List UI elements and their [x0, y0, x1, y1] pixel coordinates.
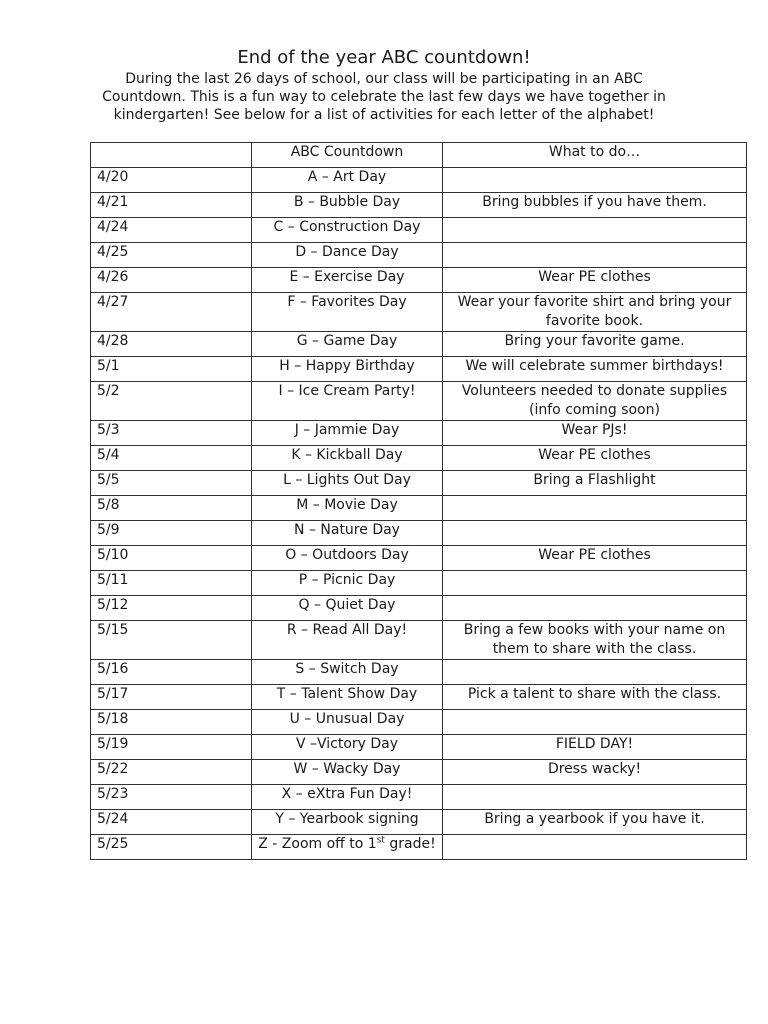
row-day: N – Nature Day — [252, 521, 443, 546]
row-todo: Wear PJs! — [443, 421, 747, 446]
row-day: O – Outdoors Day — [252, 546, 443, 571]
row-day: I – Ice Cream Party! — [252, 382, 443, 421]
row-date: 5/12 — [91, 596, 252, 621]
row-todo — [443, 785, 747, 810]
row-date: 4/27 — [91, 293, 252, 332]
table-row — [91, 760, 747, 785]
table-row — [91, 835, 747, 860]
row-date: 5/23 — [91, 785, 252, 810]
row-todo: Bring bubbles if you have them. — [443, 193, 747, 218]
table-row — [91, 382, 747, 421]
table-row — [91, 357, 747, 382]
row-todo — [443, 496, 747, 521]
row-todo — [443, 835, 747, 860]
row-day-text-end: grade! — [384, 836, 436, 852]
row-day: L – Lights Out Day — [252, 471, 443, 496]
row-date: 5/25 — [91, 835, 252, 860]
row-day: P – Picnic Day — [252, 571, 443, 596]
row-day: Q – Quiet Day — [252, 596, 443, 621]
row-day: H – Happy Birthday — [252, 357, 443, 382]
row-day: K – Kickball Day — [252, 446, 443, 471]
table-row — [91, 621, 747, 660]
table-row — [91, 446, 747, 471]
row-day: G – Game Day — [252, 332, 443, 357]
row-todo — [443, 596, 747, 621]
row-date: 5/22 — [91, 760, 252, 785]
row-day-text: Z - Zoom off to 1 — [258, 836, 377, 852]
table-row — [91, 546, 747, 571]
table-row — [91, 293, 747, 332]
row-todo: We will celebrate summer birthdays! — [443, 357, 747, 382]
row-todo — [443, 243, 747, 268]
row-date: 4/21 — [91, 193, 252, 218]
row-date: 5/11 — [91, 571, 252, 596]
row-todo — [443, 168, 747, 193]
row-date: 4/24 — [91, 218, 252, 243]
table-row — [91, 660, 747, 685]
table-row — [91, 243, 747, 268]
row-todo — [443, 710, 747, 735]
table-row — [91, 193, 747, 218]
row-day: J – Jammie Day — [252, 421, 443, 446]
table-row — [91, 218, 747, 243]
table-row — [91, 596, 747, 621]
row-todo: Wear your favorite shirt and bring your favorite book. — [443, 293, 747, 332]
row-todo — [443, 521, 747, 546]
header-what-to-do: What to do… — [443, 143, 747, 168]
table-row — [91, 421, 747, 446]
row-date: 4/20 — [91, 168, 252, 193]
table-header-row — [91, 143, 747, 168]
row-todo: Bring your favorite game. — [443, 332, 747, 357]
row-todo: Pick a talent to share with the class. — [443, 685, 747, 710]
row-day: S – Switch Day — [252, 660, 443, 685]
row-day: M – Movie Day — [252, 496, 443, 521]
row-date: 5/16 — [91, 660, 252, 685]
table-row — [91, 268, 747, 293]
row-day: W – Wacky Day — [252, 760, 443, 785]
row-date: 5/3 — [91, 421, 252, 446]
table-row — [91, 785, 747, 810]
row-todo: Bring a yearbook if you have it. — [443, 810, 747, 835]
row-date: 5/19 — [91, 735, 252, 760]
row-day: F – Favorites Day — [252, 293, 443, 332]
row-day: X – eXtra Fun Day! — [252, 785, 443, 810]
document-title: End of the year ABC countdown! — [237, 47, 531, 68]
header-abc-countdown: ABC Countdown — [252, 143, 443, 168]
row-day: A – Art Day — [252, 168, 443, 193]
ordinal-suffix: st — [376, 835, 385, 846]
intro-paragraph: During the last 26 days of school, our class will be participating in an ABC Countdown. This is a fun way to celebrate the last few days we have together in kindergarten! See below for a list of activities for each letter of the alphabet! — [102, 71, 666, 123]
row-date: 5/9 — [91, 521, 252, 546]
row-date: 4/26 — [91, 268, 252, 293]
row-todo: Wear PE clothes — [443, 546, 747, 571]
table-row — [91, 571, 747, 596]
row-todo: Dress wacky! — [443, 760, 747, 785]
table-row — [91, 471, 747, 496]
row-todo: Wear PE clothes — [443, 268, 747, 293]
row-day: U – Unusual Day — [252, 710, 443, 735]
row-day: B – Bubble Day — [252, 193, 443, 218]
row-todo: Bring a few books with your name on them to share with the class. — [443, 621, 747, 660]
row-day — [252, 835, 443, 860]
row-day: T – Talent Show Day — [252, 685, 443, 710]
row-date: 5/5 — [91, 471, 252, 496]
row-date: 4/28 — [91, 332, 252, 357]
table-row — [91, 735, 747, 760]
table-row — [91, 496, 747, 521]
row-day: R – Read All Day! — [252, 621, 443, 660]
table-row — [91, 332, 747, 357]
row-day: D – Dance Day — [252, 243, 443, 268]
table-row — [91, 710, 747, 735]
row-date: 5/8 — [91, 496, 252, 521]
row-day: Y – Yearbook signing — [252, 810, 443, 835]
row-day: C – Construction Day — [252, 218, 443, 243]
header-date — [91, 143, 252, 168]
row-date: 5/4 — [91, 446, 252, 471]
row-date: 5/15 — [91, 621, 252, 660]
row-date: 5/24 — [91, 810, 252, 835]
row-date: 4/25 — [91, 243, 252, 268]
row-day: V –Victory Day — [252, 735, 443, 760]
table-row — [91, 810, 747, 835]
row-date: 5/17 — [91, 685, 252, 710]
abc-countdown-table — [90, 142, 747, 860]
table-row — [91, 168, 747, 193]
row-todo: Wear PE clothes — [443, 446, 747, 471]
row-todo — [443, 660, 747, 685]
row-date: 5/10 — [91, 546, 252, 571]
row-todo: Volunteers needed to donate supplies (info coming soon) — [443, 382, 747, 421]
row-date: 5/1 — [91, 357, 252, 382]
row-todo: Bring a Flashlight — [443, 471, 747, 496]
row-date: 5/2 — [91, 382, 252, 421]
row-todo: FIELD DAY! — [443, 735, 747, 760]
table-row — [91, 521, 747, 546]
row-todo — [443, 218, 747, 243]
row-day: E – Exercise Day — [252, 268, 443, 293]
row-date: 5/18 — [91, 710, 252, 735]
table-row — [91, 685, 747, 710]
row-todo — [443, 571, 747, 596]
